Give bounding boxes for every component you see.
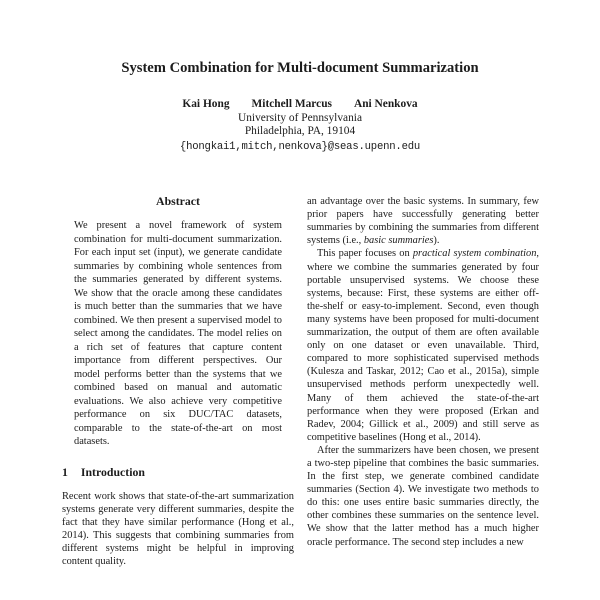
- email-line: {hongkai1,mitch,nenkova}@seas.upenn.edu: [179, 141, 421, 154]
- italic-text-segment: basic summaries: [363, 235, 434, 247]
- left-column: [62, 195, 294, 568]
- italic-text-segment: practical system combination: [412, 248, 537, 260]
- author-name: Mitchell Marcus: [251, 98, 332, 110]
- text-segment: ).: [433, 235, 440, 247]
- author-line: [0, 98, 600, 112]
- paper-header: [0, 0, 600, 154]
- text-segment: an advantage over the basic systems. In summary, few prior papers have successfully generating better summaries by combining the summaries from different systems (i.e.,: [307, 196, 539, 247]
- paragraph: [307, 247, 539, 443]
- paragraph: [307, 195, 539, 247]
- text-segment: , where we combine the summaries generated by four portable unsupervised systems. We choose these systems, because: First, these systems are either off-the-shelf or easy-to-implement. Second, even though many systems have been proposed for multi-document summarization, the output of them are often available only on one dataset or even unavailable. Third, compared to more sophisticated supervised methods (Kulesza and Taskar, 2012; Cao et al., 2015a), simple unsupervised methods perform unexpectedly well. Many of them achieved the state-of-the-art performance when they were proposed (Erkan and Radev, 2004; Gillick et al., 2009) and still serve as competitive baselines (Hong et al., 2014).: [307, 248, 540, 443]
- abstract-heading: Abstract: [156, 194, 200, 209]
- right-column: [307, 195, 539, 568]
- section-title: Introduction: [80, 464, 145, 479]
- page-title: System Combination for Multi-document Summarization: [121, 60, 479, 76]
- abstract-body: We present a novel framework of system combination for multi-document summarization. For each input set (input), we generate candidate summaries by combining whole sentences from the summaries generated by different systems. We show that the oracle among these candidates is much better than the summaries that we have combined. We then present a supervised model to select among the candidates. The model relies on a rich set of features that capture content importance from different perspectives. Our model performs better than the systems that we combined based on manual and automatic evaluations. We also achieve very competitive performance on six DUC/TAC datasets, comparable to the state-of-the-art on most datasets.: [74, 220, 282, 448]
- address-line: Philadelphia, PA, 19104: [244, 125, 356, 138]
- text-segment: This paper focuses on: [317, 248, 413, 260]
- author-name: Ani Nenkova: [353, 98, 418, 110]
- affiliation: University of Pennsylvania: [237, 111, 362, 124]
- section-heading-introduction: [62, 466, 294, 479]
- intro-paragraph: Recent work shows that state-of-the-art summarization systems generate very different summaries, despite the fact that they have similar performance (Hong et al., 2014). This suggests that combining summaries from different systems might be helpful in improving content quality.: [62, 490, 294, 568]
- two-column-body: [0, 195, 600, 568]
- paragraph: After the summarizers have been chosen, we present a two-step pipeline that combines the basic summaries. In the first step, we generate combined candidate summaries (Section 4). We investigate two methods to do this: one uses entire basic summaries directly, the other combines these summaries on the sentence level. We show that the latter method has a much higher oracle performance. The second step includes a new: [307, 444, 539, 548]
- section-number: 1: [62, 464, 68, 479]
- author-name: Kai Hong: [182, 98, 230, 110]
